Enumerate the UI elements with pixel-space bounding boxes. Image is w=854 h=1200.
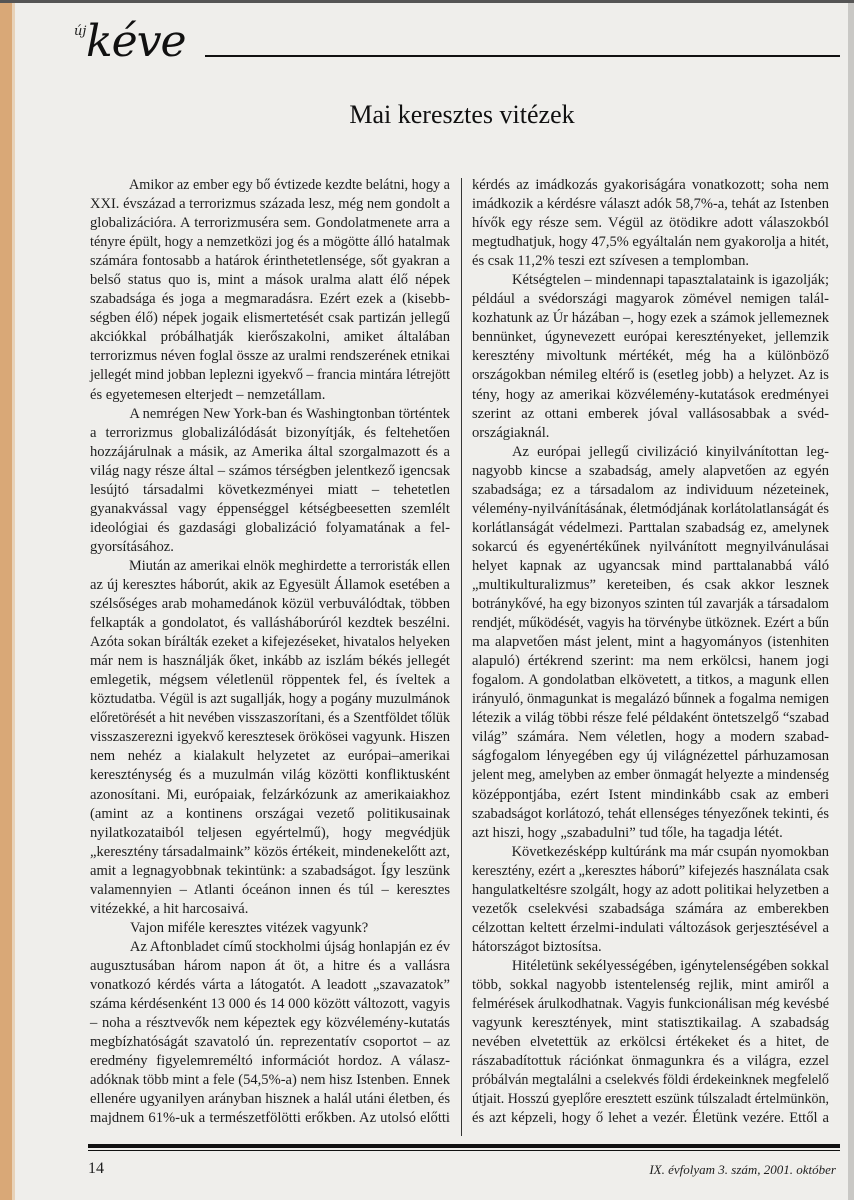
text-line: például a svédországi magyarok zömével nemigen talál- [472, 291, 829, 308]
text-line: hívők egy része sem. Végül az ötödikre adott válaszokból [472, 215, 829, 232]
text-line: alapuló) értékrend szerint: ma nem erkölcsi, hanem jogi [472, 653, 829, 670]
text-line: gyorsításához. [90, 538, 174, 555]
text-line: próbálván megtalálni a cselekvés földi érdekeinknek megfelelő [472, 1072, 829, 1089]
text-line: Vajon miféle keresztes vitézek vagyunk? [130, 919, 369, 936]
paragraph [472, 271, 829, 442]
text-line: ma alapvetően mást jelent, mint a hagyományos (istenhiten [472, 634, 829, 651]
text-line: Következésképp kultúránk ma már csupán nyomokban [511, 843, 829, 860]
text-line: országiaknál. [472, 424, 550, 441]
text-line: amit a legnagyobbnak tekintünk: a szabadságot. Így leszünk [90, 862, 450, 879]
text-line: vélemény-nyilvánításának, életmódjának korlátolatlanságát és [472, 500, 829, 517]
text-line: Hitéletünk sekélyességében, igénytelenségében sokkal [511, 957, 829, 974]
paragraph [90, 938, 450, 1128]
text-line: Azóta sokan bírálták ezeket a kifejezéseket, hivatalos helyeken [90, 634, 450, 651]
text-line: szerint az ottani emberek jóval vallásosabbak a svéd- [472, 405, 829, 422]
text-line: célzottan keltett érzelmi-indulati változások gerjesztésével a [472, 919, 829, 936]
text-line: globalizációra. A terrorizmuséra sem. Gondolatmenete arra a [90, 215, 450, 232]
text-line: azonosítani. Mi, európaiak, felzárkózunk az amerikaiakhoz [90, 786, 450, 803]
text-line: vonatkozó kérdés várta a látogatót. A leadott „szavazatok” [90, 976, 450, 993]
logo-small-text: új [74, 24, 87, 39]
text-line: száma kérdésenként 13 000 és 14 000 között változott, vagyis [90, 996, 450, 1013]
text-line: jelent meg, amelyben az ember önmagát helyezte a mindenség [472, 767, 829, 784]
text-line: belső status quo is, mint a mások uralma alatt élő népek [90, 272, 450, 289]
text-line: kérdés az imádkozás gyakoriságára vonatkozott; soha nem [472, 177, 829, 193]
text-column-left [90, 176, 450, 1128]
header-rule [205, 55, 840, 57]
text-line: nem nehéz a kialakult helyzetet az európai–amerikai [90, 748, 450, 765]
text-line: ellenére ugyanilyen arányban hisznek a halál utáni életben, és [90, 1091, 450, 1108]
text-line: rászabadítottuk rációnkat önmagunkra és a világra, ezzel [472, 1053, 829, 1070]
paragraph [472, 957, 829, 1128]
text-line: felkapták a gondolatot, és vallásháborúról kezdtek beszélni. [90, 615, 450, 632]
text-line: szélsőséges arab mohamedánok közül verbuválódtak, többen [90, 596, 450, 613]
column-divider [461, 178, 462, 1136]
text-line: emlegetik, mégsem véletlenül röppentek fel, és íveltek a [90, 672, 450, 689]
text-line: – noha a résztvevők nem képeztek egy közvélemény-kutatás [90, 1015, 450, 1032]
logo-main-text: kéve [86, 16, 186, 67]
issue-info: IX. évfolyam 3. szám, 2001. október [649, 1162, 836, 1177]
text-line: az új keresztes háborút, akik az Egyesült Államok esetében a [90, 576, 450, 593]
article-title: Mai keresztes vitézek [349, 100, 575, 129]
text-line: visszaszerezni igyekvő keresztesek örökösei vagyunk. Hiszen [90, 729, 450, 746]
text-line: „multikulturalizmus” kereteiben, és csak akkor lesznek [472, 576, 829, 593]
footer-rule-thick [88, 1144, 840, 1148]
text-line: korlátlanságát védelmezi. Parttalan szabadság ez, amelynek [472, 519, 829, 536]
text-line: létezik a világ többi része felé példaként öntetszelgő “szabad [472, 710, 829, 727]
text-line: „keresztény társadalmaink” közös értékeit, mindenekelőtt azt, [90, 843, 450, 860]
text-line: felmérések árulkodhatnak. Vagyis funkcionálisan még kevésbé [472, 996, 829, 1013]
text-line: akciókkal próbálhatják kierőszakolni, amiket általában [90, 329, 450, 346]
text-line: hangulatkeltésre szolgált, hogy az adott politikai helyzetben a [472, 881, 829, 898]
text-line: jellegét mind jobban leplezni igyekvő – francia mintára létrejött [90, 367, 450, 384]
footer-rule-thin [88, 1150, 840, 1151]
text-line: keresztény, ezért a „keresztes háború” kifejezés használata csak [472, 862, 829, 879]
text-line: valamennyien – Atlanti óceánon innen és túl – keresztes [90, 881, 450, 898]
text-line: több, sokkal nagyobb istentelenség rejlik, mint amiről a [472, 976, 829, 993]
text-line: nevében elvetettük az erkölcsi értékeket és a hitet, de [472, 1034, 829, 1051]
text-column-right [472, 176, 829, 1128]
text-line: szabadságot korlátozó, tehát ellenséges tényezőnek tekinti, és [472, 805, 829, 822]
text-line: botránykővé, ha egy bizonyos szinten túl zavarják a társadalom [472, 596, 829, 613]
text-line: nyilatkozataiból teljesen egyértelmű), hogy megvédjük [90, 824, 450, 841]
text-line: megtudhatjuk, hogy 47,5% egyáltalán nem gyakorolja a hitét, [472, 234, 829, 251]
text-line: terrorizmus néven foglal össze az uralmi rendszerének etnikai [90, 348, 450, 365]
text-line: középpontjába, ezért Istent mindinkább csak az emberi [472, 786, 829, 803]
paragraph [472, 843, 829, 957]
text-line: azt hiszi, hogy „szabadulni” tud tőle, ha tagadja létét. [472, 824, 783, 841]
text-line: kereszténység és a muzulmán világ közötti konfliktusként [90, 767, 450, 784]
text-line: tényre épült, hogy a nemzetközi jog és a mögötte álló hatalmak [90, 234, 450, 251]
text-line: Az európai jellegű civilizáció kinyilvánítottan leg- [512, 443, 829, 460]
paragraph [90, 557, 450, 919]
page-edge-right [848, 0, 854, 1200]
text-line: szabadsága és joga a megmaradásra. Ezért ezek a (kisebb- [90, 291, 450, 308]
paragraph [472, 443, 829, 843]
text-line: A nemrégen New York-ban és Washingtonban történtek [129, 405, 450, 422]
text-line: adóknak több mint a fele (54,5%-a) nem hisz Istenben. Ennek [90, 1072, 450, 1089]
text-line: fogalom. A gondolatban elkövetett, a titkos, a magunk ellen [472, 672, 829, 689]
text-line: már nem is használják őket, inkább az iszlám békés jellegét [90, 653, 450, 670]
text-line: vezetők cselekvési szabadsága számára az emberekben [472, 900, 829, 917]
text-line: lesújtó társadalmi következményei miatt – tehetetlen [90, 481, 450, 498]
text-line: előretörését a hit nevében visszaszorítani, és a Szentföldet tőlük [90, 710, 450, 727]
text-line: (amint az a kontinens országai vezető politikusainak [90, 805, 450, 822]
text-line: vitézekké, a hit harcosaivá. [90, 900, 249, 917]
text-line: Kétségtelen – mindennapi tapasztalataink is igazolják; [511, 272, 829, 289]
text-line: és egyetemesen elterjedt – nemzetállam. [90, 386, 326, 403]
text-line: hátországot biztosítsa. [472, 938, 602, 955]
text-line: a terrorizmus globalizálódását bizonyítják, és feltehetően [90, 424, 450, 441]
text-line: helyet kapnak az ugyancsak mind parttalanabbá váló [472, 557, 829, 574]
paragraph [90, 176, 450, 405]
text-line: ségben élő) népek jogaik elismertetését csak partizán jellegű [90, 310, 450, 327]
text-line: és azt képzeli, hogy ő lehet a vezér. Életünk vezére. Ettől a [472, 1110, 829, 1127]
text-line: megbízhatóságát szavatoló ún. reprezentatív csoportot – az [90, 1034, 450, 1051]
text-line: majdnem 61%-uk a természetfölötti erőkben. Az utolsó előtti [90, 1110, 450, 1127]
text-line: tény, hogy az amerikai közvélemény-kutatások eredményei [472, 386, 829, 403]
text-line: ideológiai és gazdasági globalizáció folyamatának a fel- [90, 519, 450, 536]
page-edge-top [0, 0, 854, 3]
text-line: vagyunk keresztények, mint statisztikailag. A szabadság [472, 1015, 829, 1032]
text-line: nagyobb kincse a szabadság, amely alapvetően az egyén [472, 462, 829, 479]
text-line: Amikor az ember egy bő évtizede kezdte belátni, hogy a [129, 177, 450, 193]
paragraph [90, 405, 450, 557]
text-line: sokarcú és egyenértékűnek nyilvánított megnyilvánulásai [472, 538, 829, 555]
text-line: keresztény mivoltunk mértékét, még ha a különböző [472, 348, 829, 365]
text-line: útjait. Hosszú gyeplőre eresztett eszünk túlszaladt értelmünkön, [472, 1091, 829, 1108]
text-line: rendjét, működését, vagyis ha törvénybe ütköznek. Ezért a bűn [472, 615, 829, 632]
text-line: gyanakvással vagy éppenséggel kétségbeesetten szemlélt [90, 500, 450, 517]
page-edge-shadow [12, 0, 15, 1200]
text-line: imádkozik a kérdésre választ adók 58,7%-a, tehát az Istenben [472, 196, 829, 213]
paragraph [472, 176, 829, 271]
text-line: XXI. évszázad a terrorizmus százada lesz, még nem gondolt a [90, 196, 450, 213]
text-line: szabadsága; ez a társadalom az individuum nézeteinek, [472, 481, 829, 498]
text-line: számára fontosabb a határok érinthetetlensége, sőt gyakran a [90, 253, 450, 270]
text-line: világ nagy része által – számos térségben jelentkező igencsak [90, 462, 450, 479]
paragraph [90, 919, 450, 938]
text-line: kozhatunk az Úr házában –, hogy ezek a számok jellemeznek [472, 310, 829, 327]
text-line: irányuló, önmagunkat is megalázó bűnnek a fogalma nemigen [472, 691, 829, 708]
text-line: eredmény figyelemreméltó információt hordoz. A válasz- [90, 1053, 450, 1070]
text-line: bennünket, úgynevezett európai keresztényeket, jellemzik [472, 329, 829, 346]
text-line: köztudatba. Végül is azt sugallják, hogy a pogány muzulmánok [90, 691, 450, 708]
page-edge-left [0, 0, 12, 1200]
page-number: 14 [88, 1160, 104, 1177]
text-line: világ” számára. Nem véletlen, hogy a modern szabad- [472, 729, 829, 746]
text-line: ságfogalom lényegében egy új világnézettel párhuzamosan [472, 748, 829, 765]
text-line: Az Aftonbladet című stockholmi újság honlapján ez év [129, 938, 451, 955]
text-line: hozzájárulnak a másik, az Amerika által szorgalmazott és a [90, 443, 450, 460]
text-line: augusztusában három napon át öt, a hitre és a vallásra [90, 957, 450, 974]
text-line: Miután az amerikai elnök meghirdette a terroristák ellen [129, 557, 450, 574]
text-line: és csak 11,2% teszi ezt szívesen a templomban. [472, 253, 750, 270]
text-line: országokban némileg eltérő is (esetleg jobb) a helyzet. Az is [472, 367, 829, 384]
